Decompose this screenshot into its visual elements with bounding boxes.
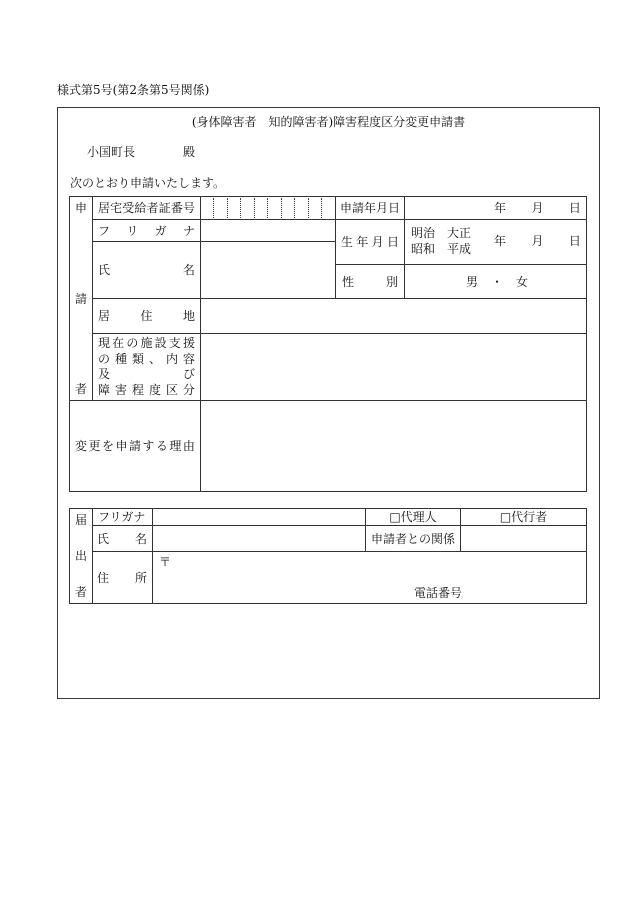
label-char — [126, 310, 138, 322]
application-date-label-cell — [335, 196, 405, 220]
proxy-option-label: □代行者 — [499, 510, 548, 524]
notifier-name-label-cell — [92, 525, 153, 552]
label-char: 月 — [371, 235, 384, 249]
label-char: 地 — [182, 309, 195, 323]
name-label-cell — [92, 241, 201, 299]
label-char: を — [101, 439, 114, 453]
label-char: 女 — [515, 274, 528, 289]
recipient-number-field[interactable] — [200, 196, 336, 220]
label-char: 分 — [182, 382, 195, 397]
label-char — [506, 235, 518, 247]
label-char — [112, 310, 124, 322]
applicant-section-label — [70, 202, 92, 395]
notifier-section-label — [70, 514, 92, 598]
label-char: 日 — [568, 234, 581, 248]
label-char: 日 — [568, 201, 581, 215]
label-char: 出 — [74, 549, 87, 563]
digit-divider — [308, 198, 309, 218]
form-number: 様式第5号(第2条第5号関係) — [57, 83, 210, 97]
label-char: 種 — [114, 351, 127, 366]
notifier-name-label — [97, 533, 147, 545]
label-char: 申 — [115, 439, 128, 453]
label-char: 者 — [146, 201, 159, 215]
label-char: 者 — [74, 585, 87, 599]
support-label-line — [98, 384, 195, 396]
sex-options — [466, 265, 528, 298]
label-char: 理 — [169, 439, 182, 453]
reason-label — [75, 440, 195, 452]
birthdate-label-cell — [335, 219, 405, 265]
label-char: 住 — [97, 570, 110, 585]
label-char: リ — [126, 223, 139, 238]
label-char — [478, 276, 490, 288]
label-char: 宅 — [110, 201, 123, 215]
label-char — [556, 235, 568, 247]
proxy-checkbox[interactable] — [460, 508, 587, 526]
birthdate-units — [494, 235, 581, 247]
label-char — [149, 264, 161, 276]
label-char: 障 — [98, 382, 111, 397]
label-char: 届 — [74, 513, 87, 527]
label-char — [556, 202, 568, 214]
label-char: す — [142, 439, 155, 453]
sex-label-cell — [335, 264, 405, 299]
label-char — [506, 202, 518, 214]
label-char — [503, 276, 515, 288]
notifier-address-label-cell — [92, 551, 153, 604]
reason-label-cell — [69, 400, 201, 492]
label-char — [112, 225, 124, 237]
notifier-name-field[interactable] — [152, 525, 366, 552]
label-char — [155, 310, 167, 322]
intro-text: 次のとおり申請いたします。 — [70, 176, 226, 190]
label-char: 度 — [148, 382, 161, 397]
notifier-furigana-field[interactable] — [152, 508, 366, 526]
digit-divider — [294, 198, 295, 218]
label-char: 別 — [385, 274, 398, 289]
label-char — [169, 310, 181, 322]
agent-checkbox[interactable] — [365, 508, 461, 526]
furigana-field[interactable] — [200, 219, 336, 242]
label-char: 類 — [131, 351, 144, 366]
label-char — [115, 264, 127, 276]
birthdate-field[interactable] — [404, 219, 587, 265]
notifier-address-label — [97, 572, 147, 584]
addressee: 小国町長 殿 — [87, 145, 196, 159]
support-field[interactable] — [200, 333, 587, 401]
phone-label: 電話番号 — [414, 586, 463, 600]
postal-mark: 〒 — [159, 555, 172, 569]
label-char: 年 — [494, 201, 507, 215]
digit-divider — [267, 198, 268, 218]
relationship-field[interactable] — [460, 525, 587, 552]
label-char — [110, 533, 122, 545]
applicant-section-cell — [69, 196, 93, 401]
label-char: の — [126, 336, 139, 350]
furigana-label-cell — [92, 219, 201, 242]
label-char: 証 — [158, 201, 171, 215]
address-field[interactable] — [200, 298, 587, 334]
application-date-units — [494, 197, 581, 219]
label-char: 請 — [128, 439, 141, 453]
label-char: 月 — [531, 234, 544, 248]
notifier-furigana-label: フリガナ — [98, 510, 146, 524]
label-char — [169, 225, 181, 237]
label-char — [140, 368, 152, 380]
label-char: 氏 — [98, 263, 111, 277]
label-char: 、 — [148, 351, 161, 366]
label-char: 受 — [122, 201, 135, 215]
label-char: 容 — [182, 351, 195, 366]
label-char: 名 — [182, 263, 195, 277]
application-date-label: 申請年月日 — [339, 201, 400, 215]
era-options-line-1: 明治 大正 — [411, 226, 472, 240]
label-char — [544, 202, 556, 214]
notifier-address-field[interactable] — [152, 551, 587, 604]
digit-divider — [321, 198, 322, 218]
support-label-cell — [92, 333, 201, 401]
label-char: ガ — [154, 223, 167, 238]
recipient-number-label-cell — [92, 196, 201, 220]
era-options-line-2: 昭和 平成 — [411, 242, 472, 256]
relationship-label: 申請者との関係 — [370, 531, 455, 546]
label-char: ナ — [182, 223, 195, 238]
label-char: 変 — [75, 439, 88, 453]
label-char: る — [155, 439, 168, 453]
label-char: 番 — [170, 201, 183, 215]
label-char — [519, 235, 531, 247]
digit-divider — [281, 198, 282, 218]
label-char: 施 — [140, 336, 153, 350]
label-char — [166, 264, 178, 276]
address-label-cell — [92, 298, 201, 334]
label-char — [119, 368, 131, 380]
label-char: 援 — [182, 336, 195, 350]
digit-divider — [240, 198, 241, 218]
label-char: 更 — [88, 439, 101, 453]
relationship-label-cell — [365, 525, 461, 552]
label-char: 支 — [168, 336, 181, 350]
label-char: 在 — [112, 336, 125, 350]
label-char: 年 — [494, 234, 507, 248]
label-char: 程 — [131, 382, 144, 397]
label-char: び — [182, 367, 195, 382]
application-date-field[interactable] — [404, 196, 587, 220]
label-char: 生 — [341, 235, 354, 249]
digit-divider — [227, 198, 228, 218]
sex-label — [342, 276, 398, 288]
label-char: 氏 — [97, 531, 110, 546]
label-char: 名 — [134, 531, 147, 546]
label-char: 年 — [356, 235, 369, 249]
label-char — [122, 533, 134, 545]
agent-option-label: □代理人 — [389, 510, 437, 524]
label-char: 月 — [531, 201, 544, 215]
label-char: 現 — [98, 336, 111, 350]
label-char: 給 — [134, 201, 147, 215]
label-char: 及 — [98, 367, 111, 382]
recipient-number-label — [98, 202, 195, 214]
label-char: 日 — [386, 235, 399, 249]
label-char: 者 — [74, 382, 87, 396]
label-char: 申 — [74, 201, 87, 215]
label-char: フ — [98, 223, 111, 238]
notifier-section-cell — [69, 508, 93, 604]
digit-divider — [254, 198, 255, 218]
name-label — [98, 264, 195, 276]
label-char — [110, 572, 122, 584]
label-char: 区 — [165, 382, 178, 397]
form-title: (身体障害者 知的障害者)障害程度区分変更申請書 — [191, 115, 466, 129]
label-char: 居 — [98, 201, 111, 215]
label-char — [140, 225, 152, 237]
support-label-line — [98, 368, 195, 380]
birthdate-label — [341, 236, 399, 248]
notifier-furigana-label-cell — [92, 508, 153, 526]
label-char — [122, 572, 134, 584]
label-char — [371, 276, 383, 288]
label-char: 男 — [466, 274, 479, 289]
label-char: 住 — [140, 309, 153, 323]
name-field[interactable] — [200, 241, 336, 299]
furigana-label — [98, 225, 195, 237]
label-char: 号 — [182, 201, 195, 215]
label-char: 設 — [154, 336, 167, 350]
address-label — [98, 310, 195, 322]
digit-divider — [213, 198, 214, 218]
label-char: ・ — [490, 274, 503, 289]
label-char: 性 — [342, 274, 355, 289]
reason-field[interactable] — [200, 400, 587, 492]
label-char: 内 — [165, 351, 178, 366]
label-char: 由 — [182, 439, 195, 453]
sex-field[interactable] — [404, 264, 587, 299]
label-char — [162, 368, 174, 380]
label-char — [357, 276, 369, 288]
label-char: 害 — [114, 382, 127, 397]
support-label-line — [98, 353, 195, 365]
label-char — [132, 264, 144, 276]
support-label-line — [98, 337, 195, 349]
label-char: 所 — [134, 570, 147, 585]
label-char: の — [98, 351, 111, 366]
label-char — [544, 235, 556, 247]
label-char: 請 — [74, 291, 87, 306]
label-char: 居 — [98, 309, 111, 323]
label-char — [519, 202, 531, 214]
